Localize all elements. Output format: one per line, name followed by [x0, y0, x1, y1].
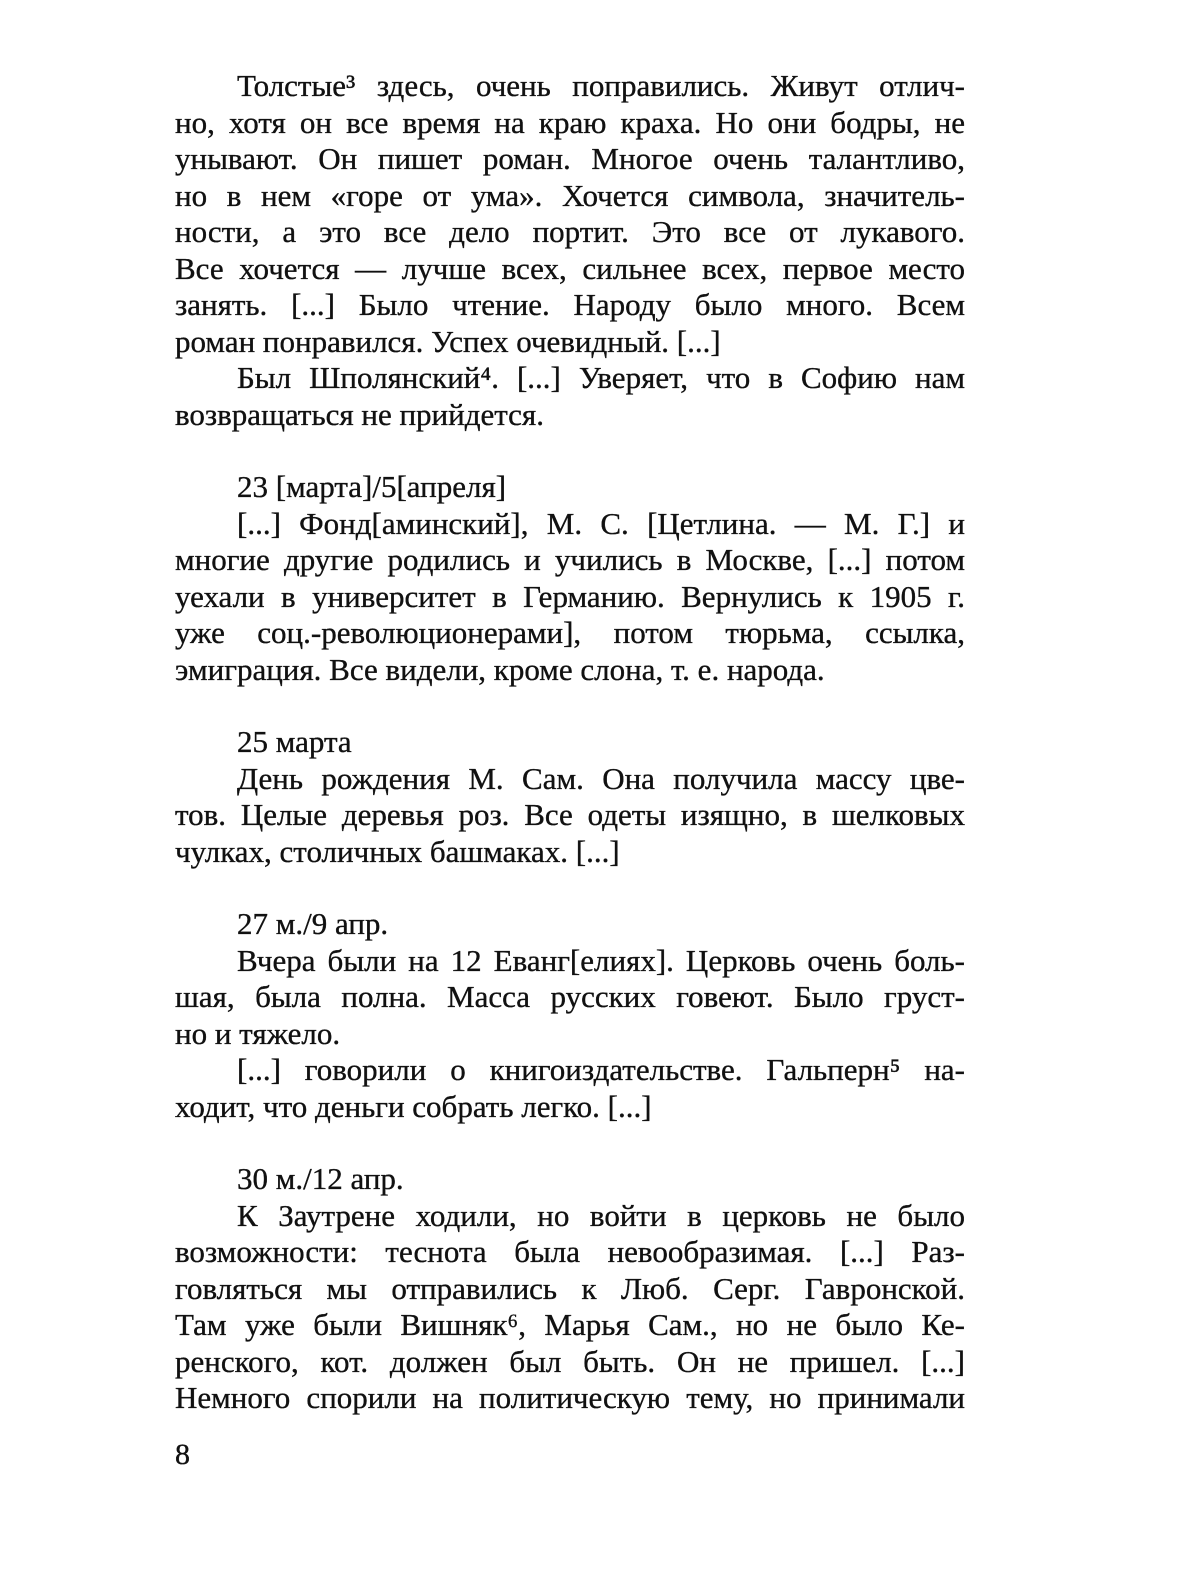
- text-line: унывают. Он пишет роман. Многое очень талантливо,: [175, 141, 965, 176]
- diary-entry: [175, 469, 965, 688]
- paragraph: [175, 506, 965, 689]
- text-line: ходит, что деньги собрать легко. [...]: [175, 1088, 652, 1124]
- page-number: 8: [175, 1438, 190, 1471]
- paragraph: [175, 1052, 965, 1125]
- text-line: эмиграция. Все видели, кроме слона, т. е. народа.: [175, 651, 825, 687]
- text-line: К Заутрене ходили, но войти в церковь не было: [237, 1197, 965, 1233]
- text-line: шая, была полна. Масса русских говеют. Было груст-: [175, 979, 965, 1014]
- text-line: но, хотя он все время на краю краха. Но они бодры, не: [175, 104, 965, 140]
- paragraph: [175, 1198, 965, 1417]
- text-line: [...] Фонд[аминский], М. С. [Цетлина. — М. Г.] и: [237, 505, 965, 541]
- diary-entry: [175, 724, 965, 870]
- text-line: Немного спорили на политическую тему, но принимали: [175, 1380, 965, 1415]
- diary-entry: [175, 68, 965, 433]
- text-line: ности, а это все дело портит. Это все от лукавого.: [175, 214, 965, 249]
- text-line: [...] говорили о книгоиздательстве. Гальперн⁵ на-: [237, 1052, 965, 1087]
- text-line: но и тяжело.: [175, 1015, 341, 1051]
- text-line: Толстые³ здесь, очень поправились. Живут отлич-: [237, 68, 965, 103]
- text-line: многие другие родились и учились в Москве, [...] потом: [175, 542, 965, 577]
- text-line: Все хочется — лучше всех, сильнее всех, первое место: [175, 250, 965, 286]
- paragraph: [175, 943, 965, 1053]
- text-line: но в нем «горе от ума». Хочется символа, значитель-: [175, 177, 965, 213]
- text-line: занять. [...] Было чтение. Народу было много. Всем: [175, 287, 965, 322]
- page-text: [175, 68, 965, 1417]
- entry-date: 27 м./9 апр.: [237, 906, 389, 941]
- diary-entry: [175, 906, 965, 1125]
- text-line: чулках, столичных башмаках. [...]: [175, 833, 620, 869]
- text-line: День рождения М. Сам. Она получила массу цве-: [237, 760, 965, 796]
- text-line: возможности: теснота была невообразимая. [...] Раз-: [175, 1234, 965, 1269]
- paragraph: [175, 68, 965, 360]
- text-line: ренского, кот. должен был быть. Он не пришел. [...]: [175, 1343, 965, 1379]
- text-line: уже соц.-революционерами], потом тюрьма, ссылка,: [175, 615, 965, 650]
- text-line: роман понравился. Успех очевидный. [...]: [175, 323, 721, 359]
- entry-date: 30 м./12 апр.: [237, 1161, 404, 1196]
- paragraph: [175, 360, 965, 433]
- text-line: уехали в университет в Германию. Вернулись к 1905 г.: [175, 578, 965, 614]
- text-line: Вчера были на 12 Еванг[елиях]. Церковь очень боль-: [237, 942, 965, 978]
- text-line: Был Шполянский⁴. [...] Уверяет, что в Софию нам: [237, 360, 965, 395]
- entry-date: 25 марта: [237, 724, 352, 759]
- text-line: тов. Целые деревья роз. Все одеты изящно, в шелковых: [175, 797, 965, 832]
- text-line: Там уже были Вишняк⁶, Марья Сам., но не было Ке-: [175, 1307, 965, 1342]
- text-line: возвращаться не прийдется.: [175, 396, 544, 432]
- text-line: говляться мы отправились к Люб. Серг. Гавронской.: [175, 1270, 965, 1306]
- diary-entry: [175, 1161, 965, 1417]
- entry-date: 23 [марта]/5[апреля]: [237, 469, 507, 504]
- paragraph: [175, 761, 965, 871]
